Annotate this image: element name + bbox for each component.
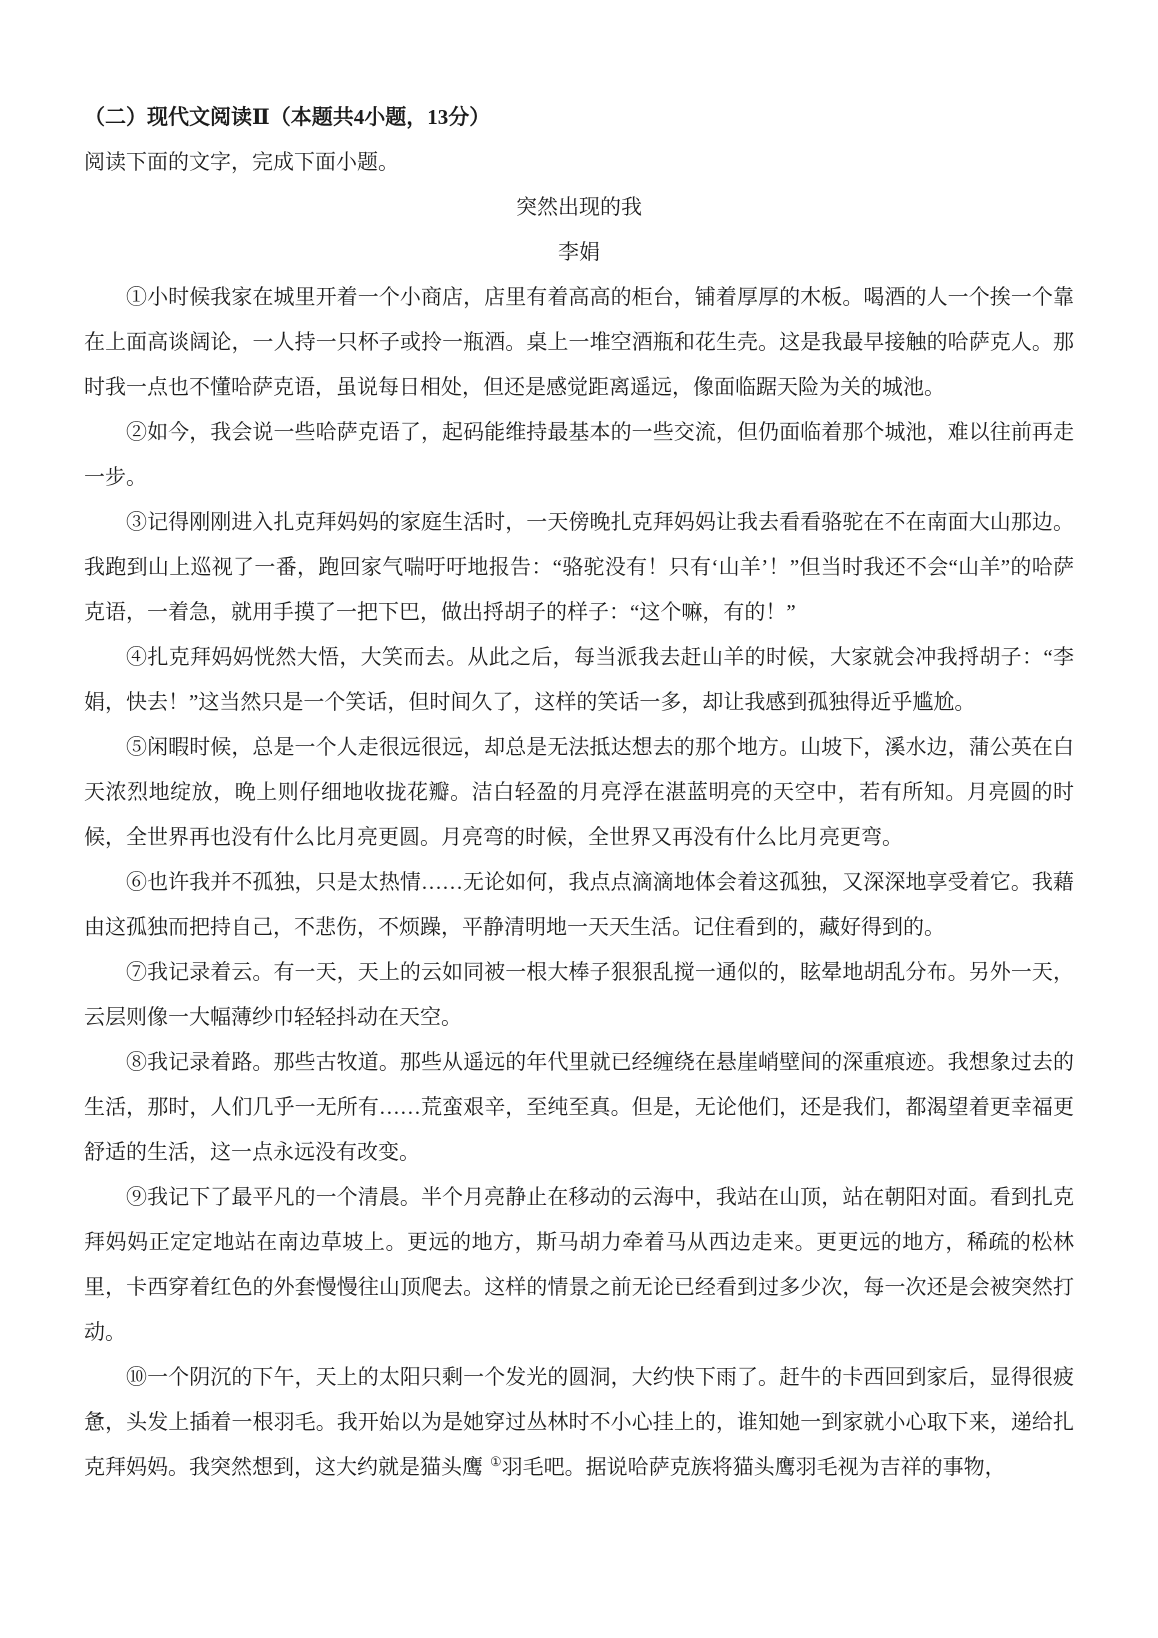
- instruction-line: 阅读下面的文字，完成下面小题。: [84, 150, 399, 174]
- paragraph: ⑥也许我并不孤独，只是太热情……无论如何，我点点滴滴地体会着这孤独，又深深地享受着它。我藉由这孤独而把持自己，不悲伤，不烦躁，平静清明地一天天生活。记住看到的，藏好得到的。: [84, 870, 1074, 939]
- article-title: 突然出现的我: [516, 195, 642, 219]
- paragraph: ⑦我记录着云。有一天，天上的云如同被一根大棒子狠狠乱搅一通似的，眩晕地胡乱分布。另外一天，云层则像一大幅薄纱巾轻轻抖动在天空。: [84, 960, 1074, 1029]
- paragraph: ①小时候我家在城里开着一个小商店，店里有着高高的柜台，铺着厚厚的木板。喝酒的人一个挨一个靠在上面高谈阔论，一人持一只杯子或拎一瓶酒。桌上一堆空酒瓶和花生壳。这是我最早接触的哈萨克人。那时我一点也不懂哈萨克语，虽说每日相处，但还是感觉距离遥远，像面临踞天险为关的城池。: [84, 285, 1074, 399]
- paragraph: ⑨我记下了最平凡的一个清晨。半个月亮静止在移动的云海中，我站在山顶，站在朝阳对面。看到扎克拜妈妈正定定地站在南边草坡上。更远的地方，斯马胡力牵着马从西边走来。更更远的地方，稀疏的松林里，卡西穿着红色的外套慢慢往山顶爬去。这样的情景之前无论已经看到过多少次，每一次还是会被突然打动。: [84, 1185, 1074, 1344]
- paragraph: ⑤闲暇时候，总是一个人走很远很远，却总是无法抵达想去的那个地方。山坡下，溪水边，蒲公英在白天浓烈地绽放，晚上则仔细地收拢花瓣。洁白轻盈的月亮浮在湛蓝明亮的天空中，若有所知。月亮圆的时候，全世界再也没有什么比月亮更圆。月亮弯的时候，全世界又再没有什么比月亮更弯。: [84, 735, 1074, 849]
- footnote-marker: ①: [490, 1454, 502, 1469]
- paragraph: ④扎克拜妈妈恍然大悟，大笑而去。从此之后，每当派我去赶山羊的时候，大家就会冲我捋胡子：“李娟，快去！”这当然只是一个笑话，但时间久了，这样的笑话一多，却让我感到孤独得近乎尴尬。: [84, 645, 1074, 714]
- paragraph: ②如今，我会说一些哈萨克语了，起码能维持最基本的一些交流，但仍面临着那个城池，难以往前再走一步。: [84, 420, 1074, 489]
- article-author: 李娟: [558, 240, 600, 264]
- section-heading: （二）现代文阅读Ⅱ（本题共4小题，13分）: [84, 105, 491, 129]
- paragraph-text: 羽毛吧。据说哈萨克族将猫头鹰羽毛视为吉祥的事物，: [501, 1455, 1006, 1479]
- paragraph-text: ⑩一个阴沉的下午，天上的太阳只剩一个发光的圆洞，大约快下雨了。赶牛的卡西回到家后，显得很疲惫，头发上插着一根羽毛。我开始以为是她穿过丛林时不小心挂上的，谁知她一到家就小心取下来，递给扎克拜妈妈。我突然想到，这大约就是猫头鹰: [84, 1365, 1074, 1479]
- paragraph: ⑧我记录着路。那些古牧道。那些从遥远的年代里就已经缠绕在悬崖峭壁间的深重痕迹。我想象过去的生活，那时，人们几乎一无所有……荒蛮艰辛，至纯至真。但是，无论他们，还是我们，都渴望着更幸福更舒适的生活，这一点永远没有改变。: [84, 1050, 1074, 1164]
- paragraph: ③记得刚刚进入扎克拜妈妈的家庭生活时，一天傍晚扎克拜妈妈让我去看看骆驼在不在南面大山那边。我跑到山上巡视了一番，跑回家气喘吁吁地报告：“骆驼没有！只有‘山羊’！”但当时我还不会“山羊”的哈萨克语，一着急，就用手摸了一把下巴，做出捋胡子的样子：“这个嘛，有的！”: [84, 510, 1074, 624]
- paragraph: [84, 1355, 1074, 1490]
